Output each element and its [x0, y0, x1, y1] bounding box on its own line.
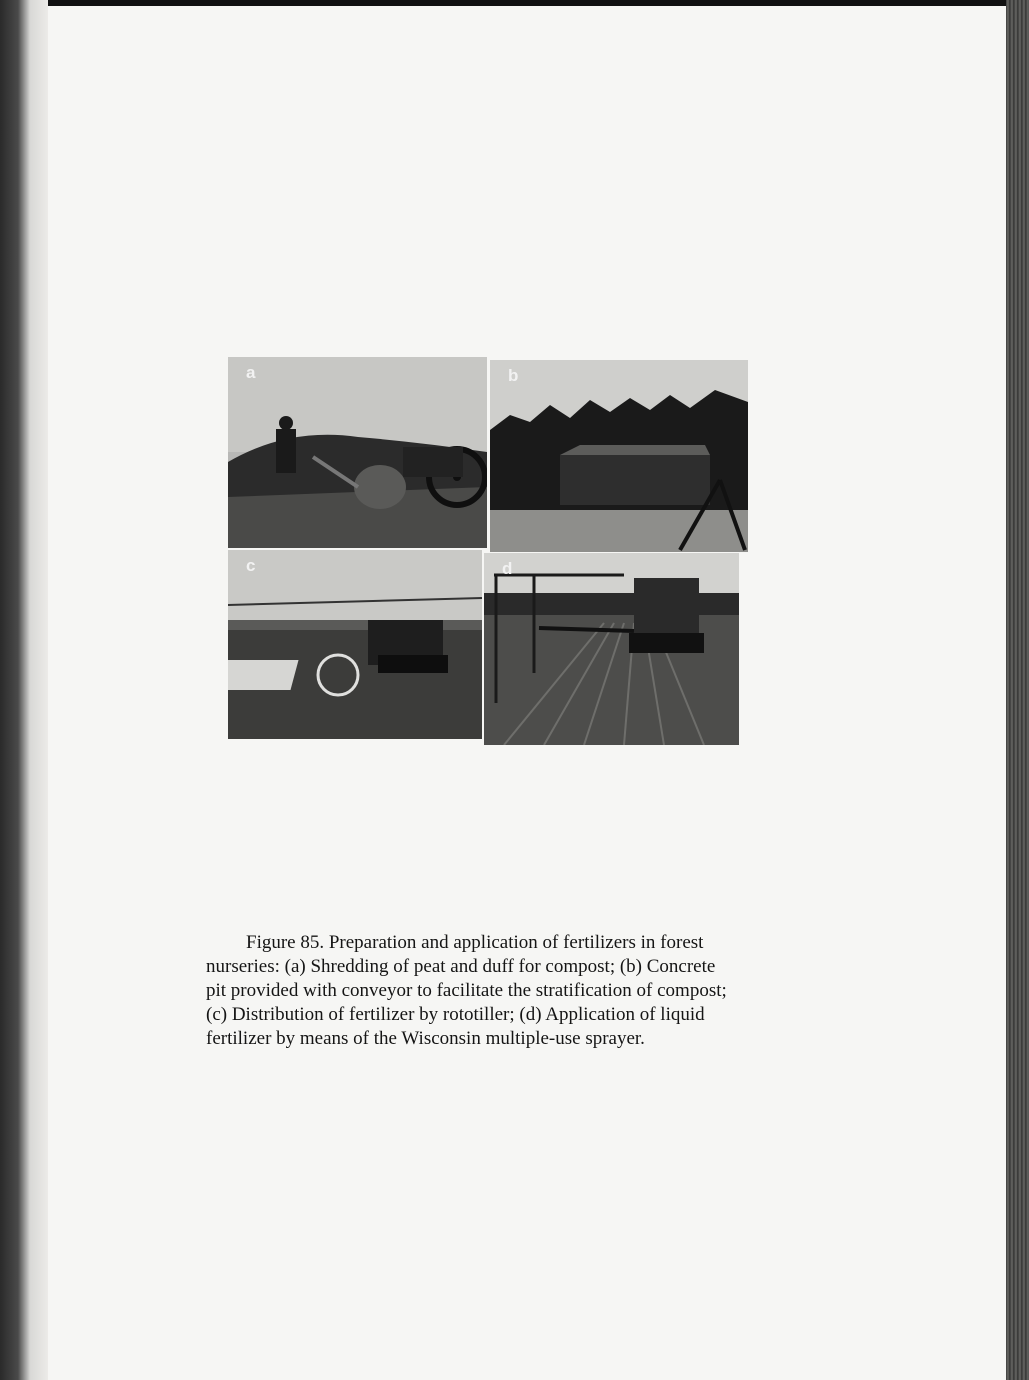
figure-caption [206, 931, 742, 1051]
photo-panel-c [228, 550, 482, 739]
panel-label-c: c [246, 556, 256, 575]
caption-line: (c) Distribution of fertilizer by rototiller; (d) Application of liquid [206, 1004, 705, 1025]
figure-plate [228, 357, 748, 745]
photo-panel-b [490, 360, 748, 552]
caption-line: Figure 85. Preparation and application of fertilizers in forest [246, 932, 704, 953]
photo-b-image [490, 360, 748, 552]
photo-panel-d [484, 553, 739, 745]
photo-panel-a [228, 357, 487, 548]
caption-line: nurseries: (a) Shredding of peat and duff for compost; (b) Concrete [206, 956, 716, 977]
page-stack-edge [1006, 0, 1029, 1380]
photo-c-image [228, 550, 482, 739]
panel-label-b: b [508, 366, 519, 385]
panel-label-d: d [502, 559, 513, 578]
book-spine-edge [0, 0, 48, 1380]
photo-a-image [228, 357, 487, 548]
caption-line: pit provided with conveyor to facilitate the stratification of compost; [206, 980, 727, 1001]
photo-d-image [484, 553, 739, 745]
panel-label-a: a [246, 363, 256, 382]
caption-line: fertilizer by means of the Wisconsin multiple-use sprayer. [206, 1028, 645, 1049]
